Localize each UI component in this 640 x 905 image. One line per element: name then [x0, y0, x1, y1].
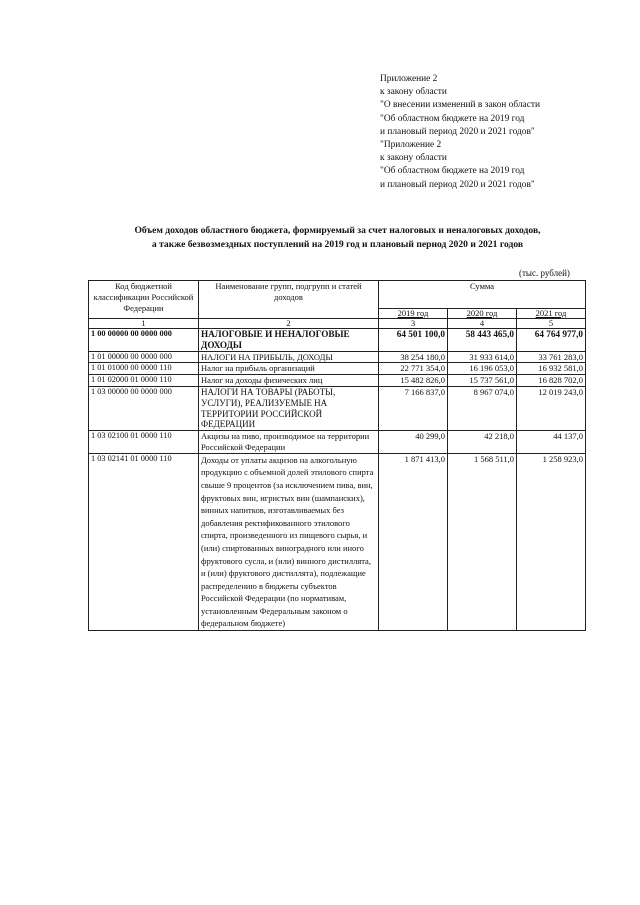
- row-value-2020: 16 196 053,0: [448, 363, 517, 375]
- row-value-2021: 33 761 283,0: [517, 351, 586, 363]
- row-name: Налог на прибыль организаций: [199, 363, 379, 375]
- row-name: Акцизы на пиво, производимое на территории Российской Федерации: [199, 431, 379, 454]
- row-value-2021: 64 764 977,0: [517, 329, 586, 352]
- row-name: Налог на доходы физических лиц: [199, 375, 379, 387]
- header-year-2020: 2020 год: [448, 309, 517, 319]
- header-code: Код бюджетной классификации Российской Федерации: [89, 281, 199, 319]
- row-value-2020: 31 933 614,0: [448, 351, 517, 363]
- row-value-2019: 38 254 180,0: [379, 351, 448, 363]
- row-value-2021: 16 932 581,0: [517, 363, 586, 375]
- row-code: 1 01 02000 01 0000 110: [89, 375, 199, 387]
- title-line-2: а также безвозмездных поступлений на 2019 год и плановый период 2020 и 2021 годов: [151, 238, 524, 250]
- row-code: 1 01 00000 00 0000 000: [89, 351, 199, 363]
- header-year-2021: 2021 год: [517, 309, 586, 319]
- appendix-line: к закону области: [380, 87, 447, 98]
- appendix-line: "О внесении изменений в закон области: [380, 100, 540, 111]
- header-sum: Сумма: [379, 281, 586, 309]
- row-code: 1 01 01000 00 0000 110: [89, 363, 199, 375]
- row-value-2019: 15 482 826,0: [379, 375, 448, 387]
- column-number: 4: [448, 319, 517, 329]
- column-number: 1: [89, 319, 199, 329]
- column-number: 5: [517, 319, 586, 329]
- header-year-2019: 2019 год: [379, 309, 448, 319]
- units-label: (тыс. рублей): [519, 268, 570, 278]
- row-value-2019: 64 501 100,0: [379, 329, 448, 352]
- table-row: [89, 386, 586, 430]
- table-row: [89, 453, 586, 630]
- appendix-line: "Приложение 2: [380, 140, 442, 151]
- row-code: 1 03 00000 00 0000 000: [89, 386, 199, 430]
- row-value-2021: 12 019 243,0: [517, 386, 586, 430]
- document-title: [60, 224, 615, 251]
- appendix-line: и плановый период 2020 и 2021 годов": [380, 126, 535, 137]
- row-value-2020: 58 443 465,0: [448, 329, 517, 352]
- budget-table: [88, 280, 586, 631]
- appendix-line: "Об областном бюджете на 2019 год: [380, 113, 525, 124]
- row-value-2019: 22 771 354,0: [379, 363, 448, 375]
- row-value-2020: 15 737 561,0: [448, 375, 517, 387]
- appendix-line: Приложение 2: [380, 74, 438, 84]
- appendix-line: к закону области: [380, 153, 447, 164]
- row-name: НАЛОГИ НА ПРИБЫЛЬ, ДОХОДЫ: [199, 351, 379, 363]
- row-value-2020: 8 967 074,0: [448, 386, 517, 430]
- row-value-2021: 16 828 702,0: [517, 375, 586, 387]
- row-value-2020: 1 568 511,0: [448, 453, 517, 630]
- row-code: 1 00 00000 00 0000 000: [89, 329, 199, 352]
- row-value-2020: 42 218,0: [448, 431, 517, 454]
- appendix-line: и плановый период 2020 и 2021 годов": [380, 179, 535, 190]
- table-row: [89, 363, 586, 375]
- table-row: [89, 329, 586, 352]
- table-row: [89, 375, 586, 387]
- row-value-2021: 1 258 923,0: [517, 453, 586, 630]
- header-name: Наименование групп, подгрупп и статей доходов: [199, 281, 379, 319]
- table-row: [89, 431, 586, 454]
- table-row: [89, 351, 586, 363]
- row-name: НАЛОГОВЫЕ И НЕНАЛОГОВЫЕ ДОХОДЫ: [199, 329, 379, 352]
- row-name: НАЛОГИ НА ТОВАРЫ (РАБОТЫ, УСЛУГИ), РЕАЛИЗУЕМЫЕ НА ТЕРРИТОРИИ РОССИЙСКОЙ ФЕДЕРАЦИИ: [199, 386, 379, 430]
- appendix-line: "Об областном бюджете на 2019 год: [380, 166, 525, 177]
- column-number: 2: [199, 319, 379, 329]
- row-value-2019: 7 166 837,0: [379, 386, 448, 430]
- row-code: 1 03 02141 01 0000 110: [89, 453, 199, 630]
- row-code: 1 03 02100 01 0000 110: [89, 431, 199, 454]
- column-number: 3: [379, 319, 448, 329]
- row-value-2019: 1 871 413,0: [379, 453, 448, 630]
- row-value-2019: 40 299,0: [379, 431, 448, 454]
- appendix-header: [380, 73, 620, 192]
- title-line-1: Объем доходов областного бюджета, формируемый за счет налоговых и неналоговых доходов,: [134, 225, 541, 236]
- row-value-2021: 44 137,0: [517, 431, 586, 454]
- row-name: Доходы от уплаты акцизов на алкогольную продукцию с объемной долей этилового спирта свыше 9 процентов (за исключением пива, вин, фруктовых вин, игристых вин (шампанских), винных напитков, изготавливаемых без добавления ректификованного этилового спирта, произведенного из пищевого сырья, и (или) спиртованных виноградного или иного фруктового сусла, и (или) винного дистиллята, и (или) фруктового дистиллята), подлежащие распределению в бюджеты субъектов Российской Федерации (по нормативам, установленным Федеральным законом о федеральном бюджете): [199, 453, 379, 630]
